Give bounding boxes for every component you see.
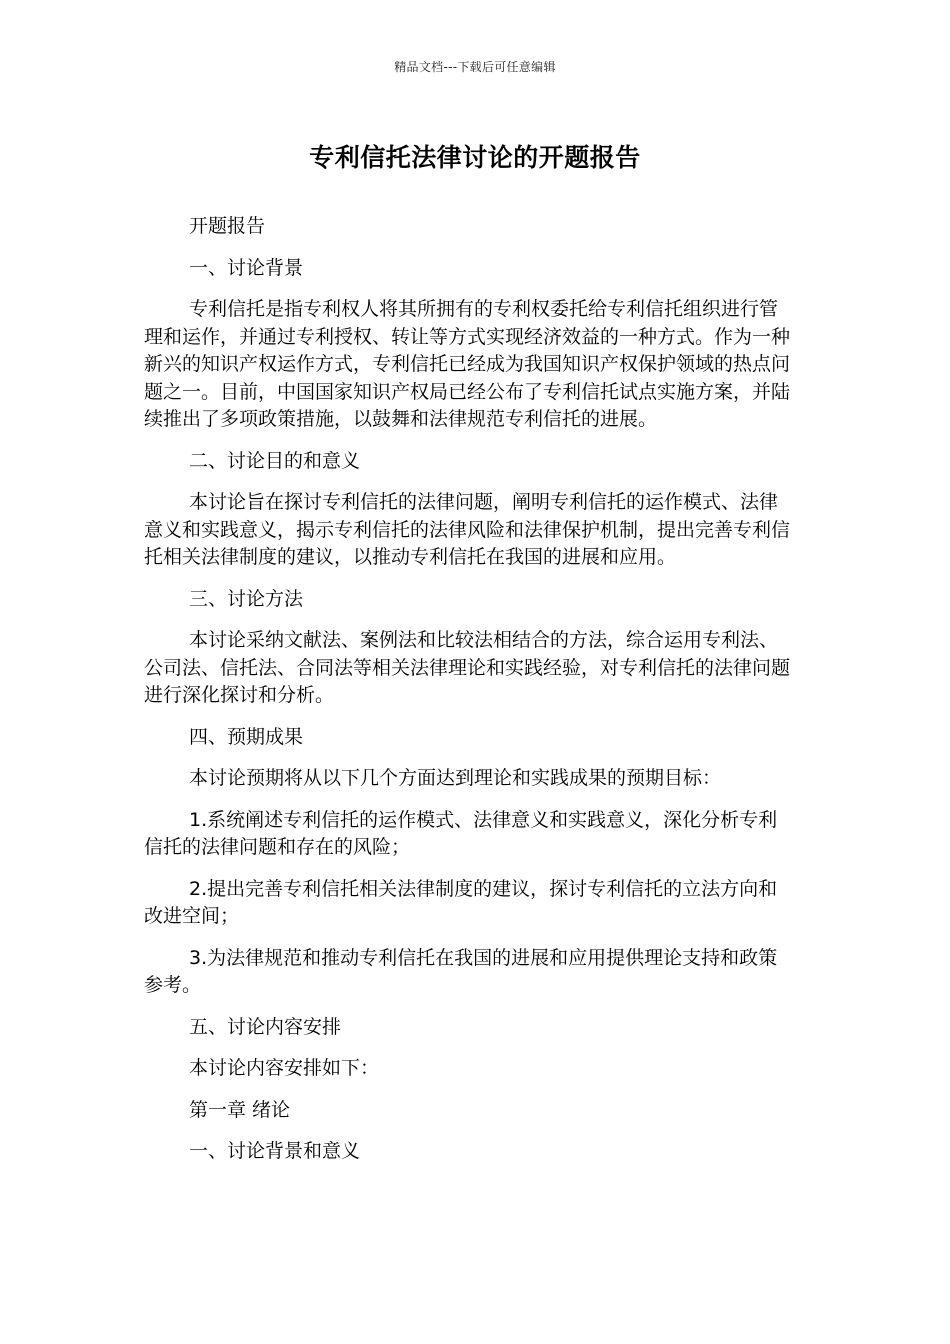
paragraph-outcomes-intro: 本讨论预期将从以下几个方面达到理论和实践成果的预期目标：	[189, 767, 722, 789]
section-heading-background: 一、讨论背景	[189, 256, 304, 279]
list-item-outcome-3: 3.为法律规范和推动专利信托在我国的进展和应用提供理论支持和政策参考。	[144, 946, 778, 996]
page-header: 精品文档---下载后可任意编辑	[394, 60, 556, 74]
subsection-heading-background: 一、讨论背景和意义	[189, 1140, 361, 1162]
document-title: 专利信托法律讨论的开题报告	[309, 143, 641, 172]
document-body	[144, 213, 794, 1180]
paragraph-purpose: 本讨论旨在探讨专利信托的法律问题，阐明专利信托的运作模式、法律意义和实践意义，揭示专利信托的法律风险和法律保护机制，提出完善专利信托相关法律制度的建议，以推动专利信托在我国的进展和应用。	[144, 491, 791, 568]
list-item-outcome-1: 1.系统阐述专利信托的运作模式、法律意义和实践意义，深化分析专利信托的法律问题和存在的风险；	[144, 808, 778, 858]
section-heading-outcomes: 四、预期成果	[189, 725, 304, 748]
section-heading-method: 三、讨论方法	[189, 587, 304, 610]
paragraph-arrangement-intro: 本讨论内容安排如下：	[189, 1057, 380, 1079]
section-heading-arrangement: 五、讨论内容安排	[189, 1015, 342, 1038]
chapter-heading-1: 第一章 绪论	[189, 1098, 291, 1121]
paragraph-background: 专利信托是指专利权人将其所拥有的专利权委托给专利信托组织进行管理和运作，并通过专利授权、转让等方式实现经济效益的一种方式。作为一种新兴的知识产权运作方式，专利信托已经成为我国知识产权保护领域的热点问题之一。目前，中国国家知识产权局已经公布了专利信托试点实施方案，并陆续推出了多项政策措施，以鼓舞和法律规范专利信托的进展。	[144, 298, 791, 430]
paragraph-report-label: 开题报告	[189, 215, 266, 237]
paragraph-method: 本讨论采纳文献法、案例法和比较法相结合的方法，综合运用专利法、公司法、信托法、合同法等相关法律理论和实践经验，对专利信托的法律问题进行深化探讨和分析。	[144, 629, 791, 706]
section-heading-purpose: 二、讨论目的和意义	[189, 449, 361, 472]
list-item-outcome-2: 2.提出完善专利信托相关法律制度的建议，探讨专利信托的立法方向和改进空间；	[144, 877, 778, 927]
